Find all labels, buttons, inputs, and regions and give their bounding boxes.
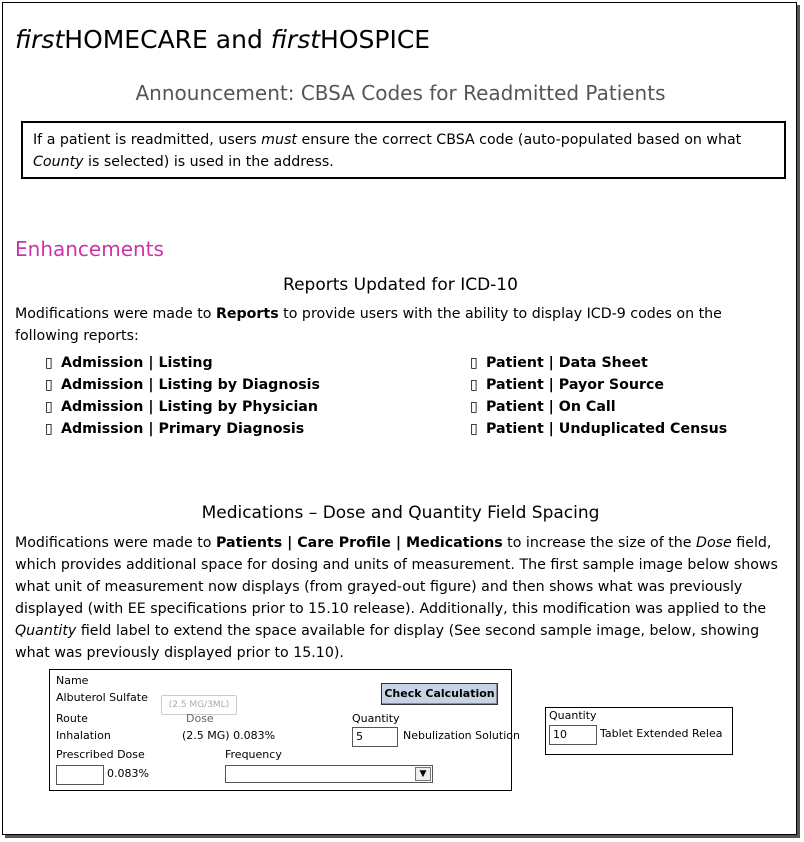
quantity-unit: Nebulization Solution — [403, 729, 520, 742]
list-item — [45, 374, 320, 396]
list-item-label: Admission | Listing by Physician — [61, 399, 318, 415]
reports-paragraph — [15, 303, 790, 347]
list-item-label: Patient | Payor Source — [486, 377, 664, 393]
document-page — [2, 2, 797, 835]
announcement-heading: Announcement: CBSA Codes for Readmitted Patients — [135, 81, 666, 105]
announcement-box — [21, 121, 786, 179]
announcement-text-3: is selected) is used in the address. — [83, 154, 334, 170]
checkbox-icon: ▯ — [45, 399, 53, 415]
quantity-input-2[interactable]: 10 — [549, 725, 597, 745]
checkbox-icon: ▯ — [470, 399, 478, 415]
dose-label: Dose — [186, 712, 214, 725]
name-label: Name — [56, 674, 89, 687]
list-item-label: Admission | Primary Diagnosis — [61, 421, 305, 437]
checkbox-icon: ▯ — [45, 355, 53, 371]
reports-para-bold: Reports — [215, 306, 279, 322]
route-value: Inhalation — [56, 729, 111, 742]
prescribed-dose-label: Prescribed Dose — [56, 748, 145, 761]
list-item-label: Patient | Unduplicated Census — [486, 421, 728, 437]
dose-value: (2.5 MG) 0.083% — [182, 729, 276, 742]
med-para-bold: Patients | Care Profile | Medications — [215, 535, 503, 551]
list-item-label: Patient | Data Sheet — [486, 355, 648, 371]
name-value: Albuterol Sulfate — [56, 691, 148, 704]
announcement-county: County — [33, 154, 84, 170]
quantity-label: Quantity — [352, 712, 400, 725]
list-item — [470, 352, 727, 374]
checkbox-icon: ▯ — [45, 377, 53, 393]
reports-heading: Reports Updated for ICD-10 — [283, 275, 518, 295]
announcement-text: If a patient is readmitted, users — [33, 132, 262, 148]
med-para-dose: Dose — [696, 535, 732, 551]
prescribed-dose-input[interactable] — [56, 765, 104, 785]
route-label: Route — [56, 712, 88, 725]
chevron-down-icon[interactable]: ▼ — [415, 767, 431, 781]
list-item — [470, 396, 727, 418]
checkbox-icon: ▯ — [45, 421, 53, 437]
frequency-select[interactable] — [225, 765, 433, 783]
reports-list-right — [470, 352, 727, 440]
quantity-label-2: Quantity — [549, 709, 597, 722]
checkbox-icon: ▯ — [470, 377, 478, 393]
medications-heading: Medications – Dose and Quantity Field Spacing — [201, 503, 600, 523]
title-first-2: first — [270, 25, 321, 54]
medications-paragraph — [15, 532, 790, 664]
list-item — [45, 352, 320, 374]
list-item — [45, 418, 320, 440]
list-item-label: Admission | Listing by Diagnosis — [61, 377, 320, 393]
med-para-text: Modifications were made to — [15, 535, 216, 551]
quantity-unit-2: Tablet Extended Relea — [600, 727, 723, 740]
med-para-text-4: field label to extend the space available for display (See second sample image, below, showing what was previously displayed prior to 15.10). — [15, 623, 760, 661]
prescribed-dose-suffix: 0.083% — [107, 767, 149, 780]
list-item — [470, 374, 727, 396]
list-item-label: Patient | On Call — [486, 399, 616, 415]
title-homecare: HOMECARE and — [64, 25, 271, 54]
page-title — [15, 25, 430, 54]
announcement-must: must — [261, 132, 297, 148]
reports-list-left — [45, 352, 320, 440]
quantity-sample-form — [545, 707, 733, 755]
med-para-text-2: to increase the size of the — [502, 535, 697, 551]
list-item — [470, 418, 727, 440]
med-para-text-3: field, which provides additional space for dosing and units of measurement. The first sample image below shows what unit of measurement now displays (from grayed-out figure) and then shows what was previously displayed (with EE specifications prior to 15.10 release). Additionally, this modification was applied to the — [15, 535, 778, 617]
list-item-label: Admission | Listing — [61, 355, 213, 371]
checkbox-icon: ▯ — [470, 355, 478, 371]
checkbox-icon: ▯ — [470, 421, 478, 437]
title-first-1: first — [15, 25, 65, 54]
title-hospice: HOSPICE — [320, 25, 431, 54]
list-item — [45, 396, 320, 418]
reports-para-text: Modifications were made to — [15, 306, 216, 322]
check-calculation-button[interactable]: Check Calculation — [381, 683, 498, 705]
quantity-input[interactable]: 5 — [352, 727, 398, 747]
enhancements-heading: Enhancements — [15, 237, 164, 261]
frequency-label: Frequency — [225, 748, 282, 761]
medication-sample-form — [49, 669, 520, 791]
announcement-text-2: ensure the correct CBSA code (auto-populated based on what — [296, 132, 742, 148]
reports-para-text-2: to provide users with the ability to display ICD-9 codes on the following reports: — [15, 306, 722, 344]
grayed-dose-field: (2.5 MG/3ML) — [161, 695, 237, 715]
med-para-quantity: Quantity — [15, 623, 77, 639]
